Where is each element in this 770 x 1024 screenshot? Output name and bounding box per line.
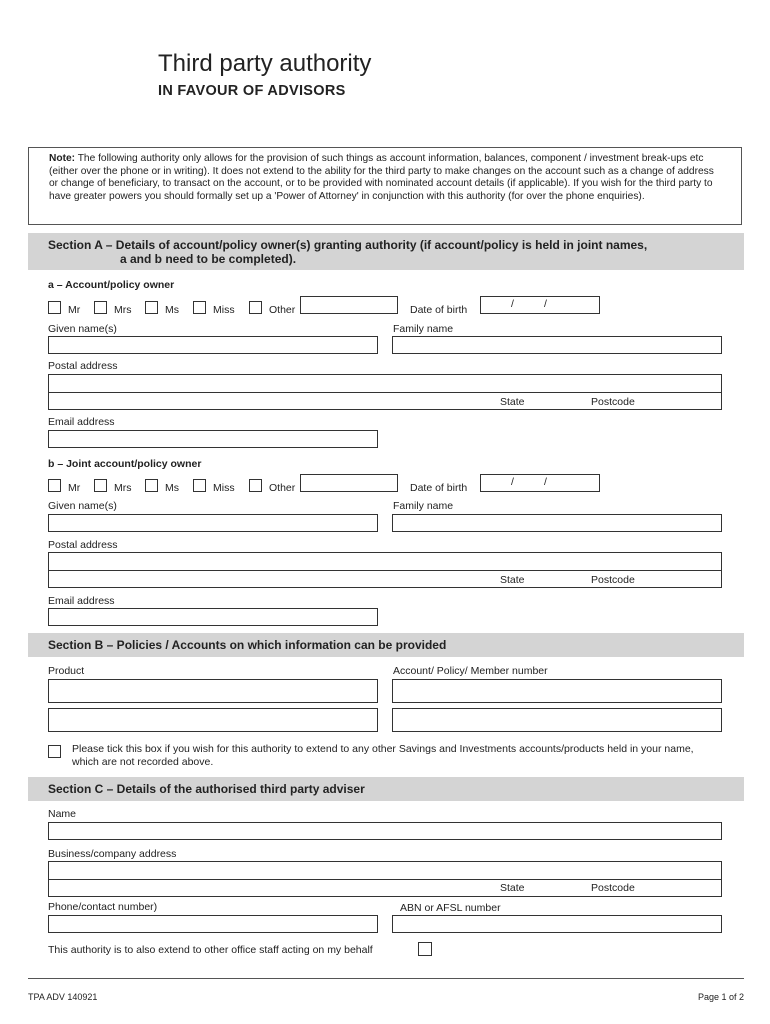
account-number-input-2[interactable] [392,708,722,732]
phone-label: Phone/contact number) [48,901,158,913]
business-state-label: State [500,882,525,894]
owner-b-mr-label: Mr [68,482,81,494]
owner-a-family-input[interactable] [392,336,722,354]
product-label: Product [48,665,85,677]
owner-b-given-label: Given name(s) [48,500,117,512]
business-address-label: Business/company address [48,848,177,860]
owner-a-mr-checkbox[interactable] [48,301,61,314]
owner-a-other-label: Other [269,304,296,316]
owner-b-heading: b – Joint account/policy owner [48,458,202,470]
owner-b-family-label: Family name [393,500,454,512]
owner-b-email-label: Email address [48,595,115,607]
owner-b-postcode-label: Postcode [591,574,635,586]
extend-authority-text: Please tick this box if you wish for this authority to extend to any other Savings and Investments accounts/products held in your name, which are not recorded above. [72,743,694,768]
owner-b-ms-checkbox[interactable] [145,479,158,492]
owner-a-other-input[interactable] [300,296,398,314]
note-box [28,147,742,225]
phone-input[interactable] [48,915,378,933]
owner-a-miss-checkbox[interactable] [193,301,206,314]
owner-a-given-label: Given name(s) [48,323,117,335]
section-a-title-line2: a and b need to be completed). [120,252,297,266]
adviser-name-input[interactable] [48,822,722,840]
owner-b-email-input[interactable] [48,608,378,626]
owner-b-ms-label: Ms [165,482,179,494]
owner-b-mrs-checkbox[interactable] [94,479,107,492]
product-input-1[interactable] [48,679,378,703]
section-b-header [28,633,744,657]
owner-a-dob-sep1: / [511,298,514,310]
footer-divider [28,978,744,979]
owner-b-other-label: Other [269,482,296,494]
section-b-title: Section B – Policies / Accounts on which information can be provided [48,638,447,652]
owner-b-dob-label: Date of birth [410,482,468,494]
owner-a-miss-label: Miss [213,304,235,316]
abn-label: ABN or AFSL number [400,902,501,914]
office-staff-text: This authority is to also extend to other office staff acting on my behalf [48,944,373,956]
owner-a-mrs-checkbox[interactable] [94,301,107,314]
owner-a-dob-label: Date of birth [410,304,468,316]
owner-a-given-input[interactable] [48,336,378,354]
owner-a-postcode-label: Postcode [591,396,635,408]
page-number: Page 1 of 2 [698,992,745,1002]
owner-a-state-label: State [500,396,525,408]
owner-b-other-input[interactable] [300,474,398,492]
owner-a-postal-label: Postal address [48,360,118,372]
owner-b-postal-label: Postal address [48,539,118,551]
note-text: The following authority only allows for the provision of such things as account information, balances, component / investment break-ups etc (either over the phone or in writing). It does not extend to the ability for the third party to make changes on the account such as a change of address or change of beneficiary, to transact on the account, or to be provided with nominated account details (if applicable). If you wish for the third party to have greater powers you should formally set up a 'Power of Attorney' in conjunction with this authority (for over the phone enquiries). [49,153,714,202]
owner-b-dob-sep2: / [544,476,547,488]
owner-b-dob-sep1: / [511,476,514,488]
owner-b-family-input[interactable] [392,514,722,532]
owner-b-mr-checkbox[interactable] [48,479,61,492]
section-a-title-line1: Section A – Details of account/policy owner(s) granting authority (if account/policy is held in joint names, [48,238,648,252]
note-label: Note: [49,153,76,164]
owner-a-family-label: Family name [393,323,454,335]
owner-a-email-label: Email address [48,416,115,428]
owner-a-ms-checkbox[interactable] [145,301,158,314]
owner-b-given-input[interactable] [48,514,378,532]
page-subtitle: IN FAVOUR OF ADVISORS [158,83,346,99]
abn-input[interactable] [392,915,722,933]
owner-b-miss-checkbox[interactable] [193,479,206,492]
owner-b-dob-input[interactable] [480,474,600,492]
section-a-header [28,233,744,270]
owner-a-mr-label: Mr [68,304,81,316]
owner-a-email-input[interactable] [48,430,378,448]
business-postcode-label: Postcode [591,882,635,894]
account-number-label: Account/ Policy/ Member number [393,665,548,677]
owner-b-miss-label: Miss [213,482,235,494]
product-input-2[interactable] [48,708,378,732]
extend-authority-checkbox[interactable] [48,745,61,758]
owner-a-ms-label: Ms [165,304,179,316]
adviser-name-label: Name [48,808,77,820]
owner-a-dob-sep2: / [544,298,547,310]
form-code: TPA ADV 140921 [28,992,98,1002]
owner-a-heading: a – Account/policy owner [48,279,175,291]
owner-a-dob-input[interactable] [480,296,600,314]
owner-b-state-label: State [500,574,525,586]
owner-b-mrs-label: Mrs [114,482,132,494]
office-staff-checkbox[interactable] [418,942,432,956]
owner-b-other-checkbox[interactable] [249,479,262,492]
page-title: Third party authority [158,50,372,77]
account-number-input-1[interactable] [392,679,722,703]
section-c-header [28,777,744,801]
section-c-title: Section C – Details of the authorised third party adviser [48,782,365,796]
owner-a-mrs-label: Mrs [114,304,132,316]
owner-a-other-checkbox[interactable] [249,301,262,314]
